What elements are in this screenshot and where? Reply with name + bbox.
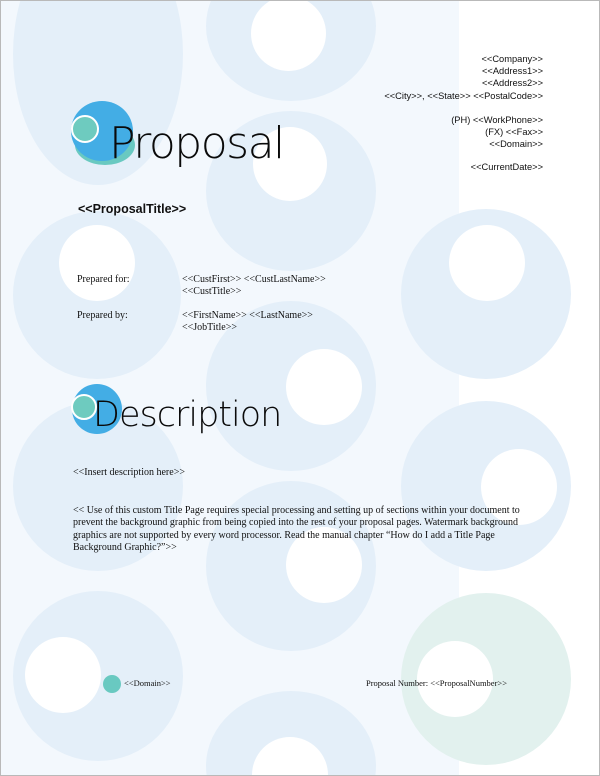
author-title: <<JobTitle>> xyxy=(182,322,237,333)
fax-number: (FX) <<Fax>> xyxy=(485,127,543,138)
customer-title: <<CustTitle>> xyxy=(182,286,242,297)
address-line-1: <<Address1>> xyxy=(482,66,543,77)
background-ring xyxy=(13,211,181,379)
company-name: <<Company>> xyxy=(481,54,543,64)
phone-number: (PH) <<WorkPhone>> xyxy=(451,114,543,125)
description-placeholder: <<Insert description here>> xyxy=(73,467,185,478)
city-state-postal: <<City>>, <<State>> <<PostalCode>> xyxy=(384,90,543,101)
prepared-by-label: Prepared by: xyxy=(77,310,128,321)
proposal-title: <<ProposalTitle>> xyxy=(78,202,187,216)
company-address-block xyxy=(384,53,543,174)
prepared-for-label: Prepared for: xyxy=(77,274,130,285)
current-date: <<CurrentDate>> xyxy=(470,162,543,173)
proposal-heading: Proposal xyxy=(109,118,284,169)
description-heading: Description xyxy=(93,395,282,435)
proposal-number: Proposal Number: <<ProposalNumber>> xyxy=(366,678,507,688)
background-ring xyxy=(13,591,183,761)
footer-domain: <<Domain>> xyxy=(124,678,171,688)
description-note: << Use of this custom Title Page requires special processing and setting up of sections within your document to prevent the background graphic from being copied into the rest of your proposal pages. Watermark background graphics are not supported by every word processor. Read the manual chapter “How do I add a Title Page Background Graphic?”>> xyxy=(73,505,520,553)
domain: <<Domain>> xyxy=(489,139,543,150)
footer-circle-icon xyxy=(103,675,121,693)
author-name: <<FirstName>> <<LastName>> xyxy=(182,310,313,321)
customer-name: <<CustFirst>> <<CustLastName>> xyxy=(182,274,326,285)
address-line-2: <<Address2>> xyxy=(482,78,543,89)
background-ring xyxy=(401,209,571,379)
